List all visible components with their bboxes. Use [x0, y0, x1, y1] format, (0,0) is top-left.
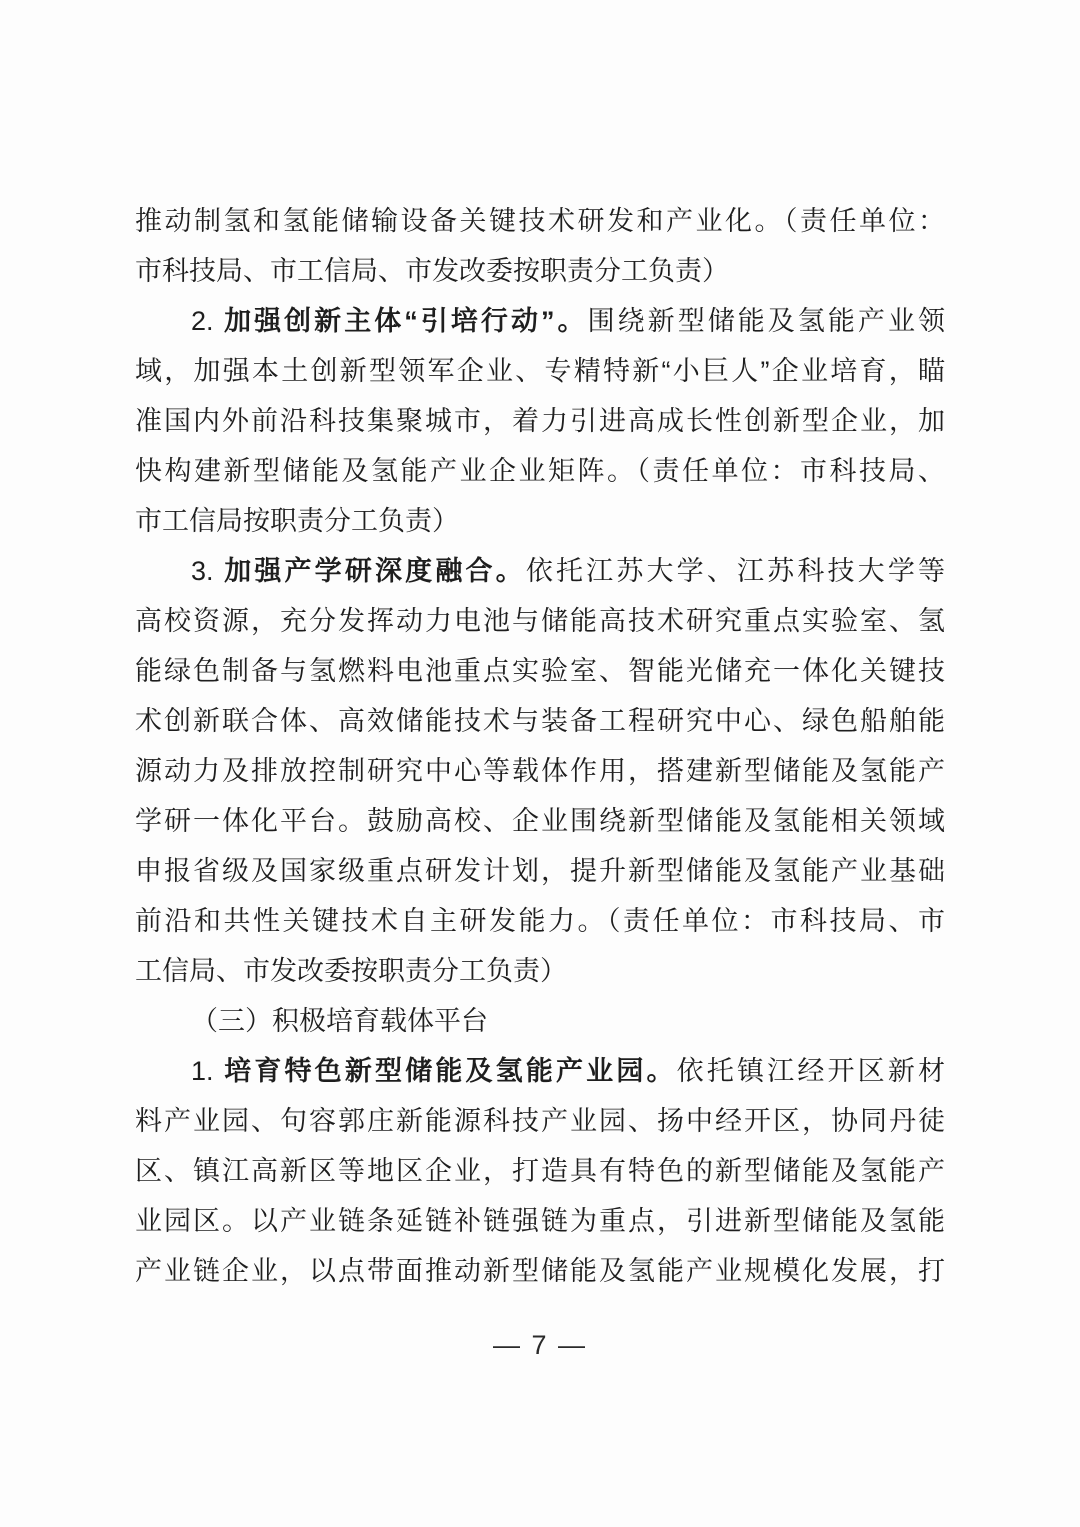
- text-run: 市工信局按职责分工负责）: [135, 506, 459, 536]
- text-line: [135, 246, 945, 296]
- text-line: [135, 1046, 945, 1096]
- text-line: [135, 946, 945, 996]
- text-line: [135, 296, 945, 346]
- text-line: [135, 1096, 945, 1146]
- text-line: [135, 746, 945, 796]
- text-line: [135, 846, 945, 896]
- text-run: 高校资源，充分发挥动力电池与储能高技术研究重点实验室、氢: [135, 606, 945, 636]
- text-line: [135, 196, 945, 246]
- text-line: [135, 446, 945, 496]
- text-run: 依托镇江经开区新材: [676, 1056, 945, 1086]
- text-run: 工信局、市发改委按职责分工负责）: [135, 956, 567, 986]
- heading-run: 培育特色新型储能及氢能产业园。: [224, 1056, 677, 1086]
- heading-run: 加强产学研深度融合。: [224, 556, 526, 586]
- text-run: 术创新联合体、高效储能技术与装备工程研究中心、绿色船舶能: [135, 706, 945, 736]
- text-run: 推动制氢和氢能储输设备关键技术研发和产业化。（责任单位：: [135, 206, 945, 236]
- text-run: 2.: [191, 306, 225, 336]
- text-run: 源动力及排放控制研究中心等载体作用，搭建新型储能及氢能产: [135, 756, 945, 786]
- text-line: [135, 796, 945, 846]
- text-line: [135, 396, 945, 446]
- text-run: 市科技局、市工信局、市发改委按职责分工负责）: [135, 256, 729, 286]
- text-line: [135, 346, 945, 396]
- text-line: [135, 646, 945, 696]
- text-run: 申报省级及国家级重点研发计划，提升新型储能及氢能产业基础: [135, 856, 945, 886]
- heading-run: 加强创新主体“引培行动”。: [224, 306, 588, 336]
- text-run: 准国内外前沿科技集聚城市，着力引进高成长性创新型企业，加: [135, 406, 945, 436]
- text-run: 能绿色制备与氢燃料电池重点实验室、智能光储充一体化关键技: [135, 656, 945, 686]
- text-line: [135, 1196, 945, 1246]
- page-number: — 7 —: [492, 1330, 588, 1360]
- text-line: [135, 546, 945, 596]
- text-run: 1.: [191, 1056, 225, 1086]
- text-run: 产业链企业，以点带面推动新型储能及氢能产业规模化发展，打: [135, 1256, 945, 1286]
- page-footer: [0, 1330, 1080, 1361]
- text-run: 学研一体化平台。鼓励高校、企业围绕新型储能及氢能相关领域: [135, 806, 945, 836]
- text-run: 业园区。以产业链条延链补链强链为重点，引进新型储能及氢能: [135, 1206, 945, 1236]
- text-run: （三）积极培育载体平台: [191, 1006, 488, 1036]
- text-run: 区、镇江高新区等地区企业，打造具有特色的新型储能及氢能产: [135, 1156, 945, 1186]
- text-line: [135, 996, 945, 1046]
- text-run: 依托江苏大学、江苏科技大学等: [525, 556, 945, 586]
- text-line: [135, 696, 945, 746]
- text-line: [135, 1246, 945, 1296]
- text-run: 快构建新型储能及氢能产业企业矩阵。（责任单位：市科技局、: [135, 456, 945, 486]
- text-run: 前沿和共性关键技术自主研发能力。（责任单位：市科技局、市: [135, 906, 945, 936]
- text-run: 3.: [191, 556, 225, 586]
- text-line: [135, 1146, 945, 1196]
- text-run: 域，加强本土创新型领军企业、专精特新“小巨人”企业培育，瞄: [135, 356, 945, 386]
- text-run: 料产业园、句容郭庄新能源科技产业园、扬中经开区，协同丹徒: [135, 1106, 945, 1136]
- document-body: [135, 196, 945, 1296]
- text-line: [135, 896, 945, 946]
- text-line: [135, 496, 945, 546]
- text-line: [135, 596, 945, 646]
- text-run: 围绕新型储能及氢能产业领: [587, 306, 945, 336]
